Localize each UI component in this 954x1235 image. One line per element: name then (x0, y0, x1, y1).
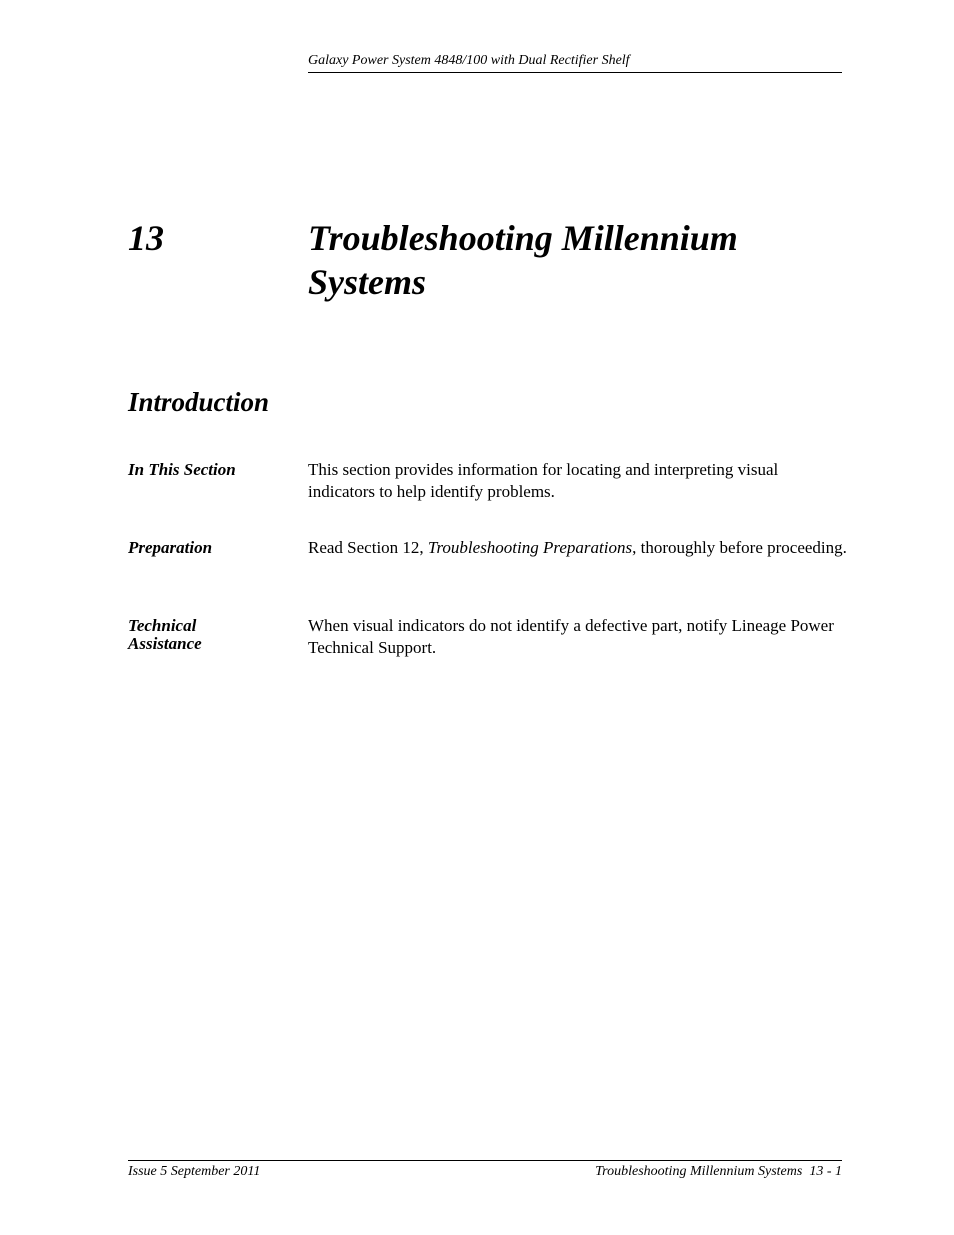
page-number: 13 - 1 (809, 1164, 842, 1179)
body-text-preparation (308, 537, 848, 559)
side-label-preparation: Preparation (128, 538, 213, 557)
preparation-text-before: Read Section 12, (308, 538, 428, 557)
header-rule (308, 72, 842, 73)
section-heading: Introduction (128, 387, 270, 417)
side-label-technical: Technical (128, 616, 197, 635)
footer-issue-date: Issue 5 September 2011 (128, 1164, 261, 1179)
body-text-technical-assistance: When visual indicators do not identify a defective part, notify Lineage Power Technical Support. (308, 616, 834, 657)
chapter-title (308, 216, 848, 304)
side-label-technical-assistance (128, 617, 293, 653)
footer-chapter-title: Troubleshooting Millennium Systems (595, 1164, 803, 1179)
chapter-title-line2: Systems (308, 262, 427, 302)
preparation-section-reference: Troubleshooting Preparations (427, 538, 633, 557)
chapter-number: 13 (128, 218, 164, 258)
side-label-assistance: Assistance (128, 634, 202, 653)
body-text-in-this-section: This section provides information for locating and interpreting visual indicators to help identify problems. (308, 460, 779, 501)
running-header: Galaxy Power System 4848/100 with Dual Rectifier Shelf (308, 53, 630, 68)
preparation-text-after: , thoroughly before proceeding. (632, 538, 847, 557)
chapter-title-line1: Troubleshooting Millennium (308, 218, 738, 258)
footer-rule (128, 1160, 842, 1161)
side-label-in-this-section: In This Section (128, 460, 236, 479)
footer-page-info (595, 1163, 842, 1181)
